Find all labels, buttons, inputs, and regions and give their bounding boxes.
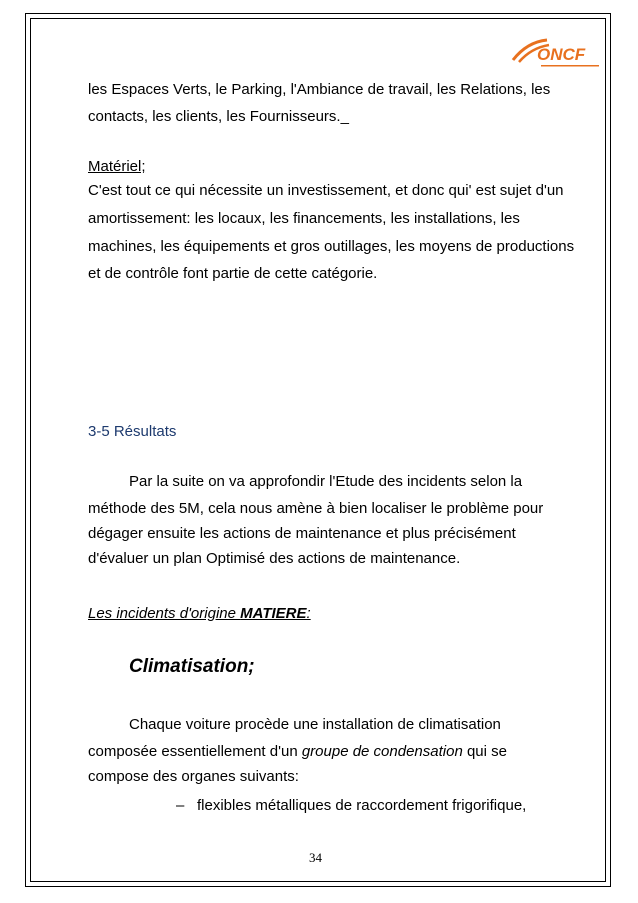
text-line: dégager ensuite les actions de maintenance et plus précisément <box>88 525 516 542</box>
incidents-suffix: : <box>306 605 311 622</box>
bullet-dash: – <box>176 797 185 814</box>
incidents-heading <box>88 605 311 623</box>
text-line: compose des organes suivants: <box>88 768 299 785</box>
groupe-condensation: groupe de condensation <box>301 743 463 760</box>
climatisation-heading: Climatisation; <box>129 656 255 677</box>
materiel-label: Matériel; <box>88 158 146 175</box>
text-line: amortissement: les locaux, les financements, les installations, les <box>88 210 520 227</box>
text-line: d'évaluer un plan Optimisé des actions de maintenance. <box>88 550 461 567</box>
page-number: 34 <box>309 850 322 865</box>
text-line: et de contrôle font partie de cette catégorie. <box>88 265 378 282</box>
text-line: contacts, les clients, les Fournisseurs._ <box>88 108 349 125</box>
oncf-logo <box>507 34 607 74</box>
bullet-item: flexibles métalliques de raccordement frigorifique, <box>197 797 527 814</box>
section-heading: 3-5 Résultats <box>88 423 177 440</box>
text-line: Chaque voiture procède une installation de climatisation <box>129 716 501 733</box>
text-span: composée essentiellement d'un <box>88 743 302 760</box>
incidents-prefix: Les incidents d'origine <box>88 605 241 622</box>
text-line: machines, les équipements et gros outillages, les moyens de productions <box>88 238 575 255</box>
text-line <box>88 743 507 761</box>
text-span: qui se <box>462 743 507 760</box>
incidents-matiere: MATIERE <box>240 605 307 622</box>
logo-text: ONCF <box>537 45 586 64</box>
text-line: méthode des 5M, cela nous amène à bien localiser le problème pour <box>88 500 544 517</box>
text-line: C'est tout ce qui nécessite un investissement, et donc qui' est sujet d'un <box>88 182 564 199</box>
text-line: les Espaces Verts, le Parking, l'Ambiance de travail, les Relations, les <box>88 81 551 98</box>
text-line: Par la suite on va approfondir l'Etude des incidents selon la <box>129 473 523 490</box>
